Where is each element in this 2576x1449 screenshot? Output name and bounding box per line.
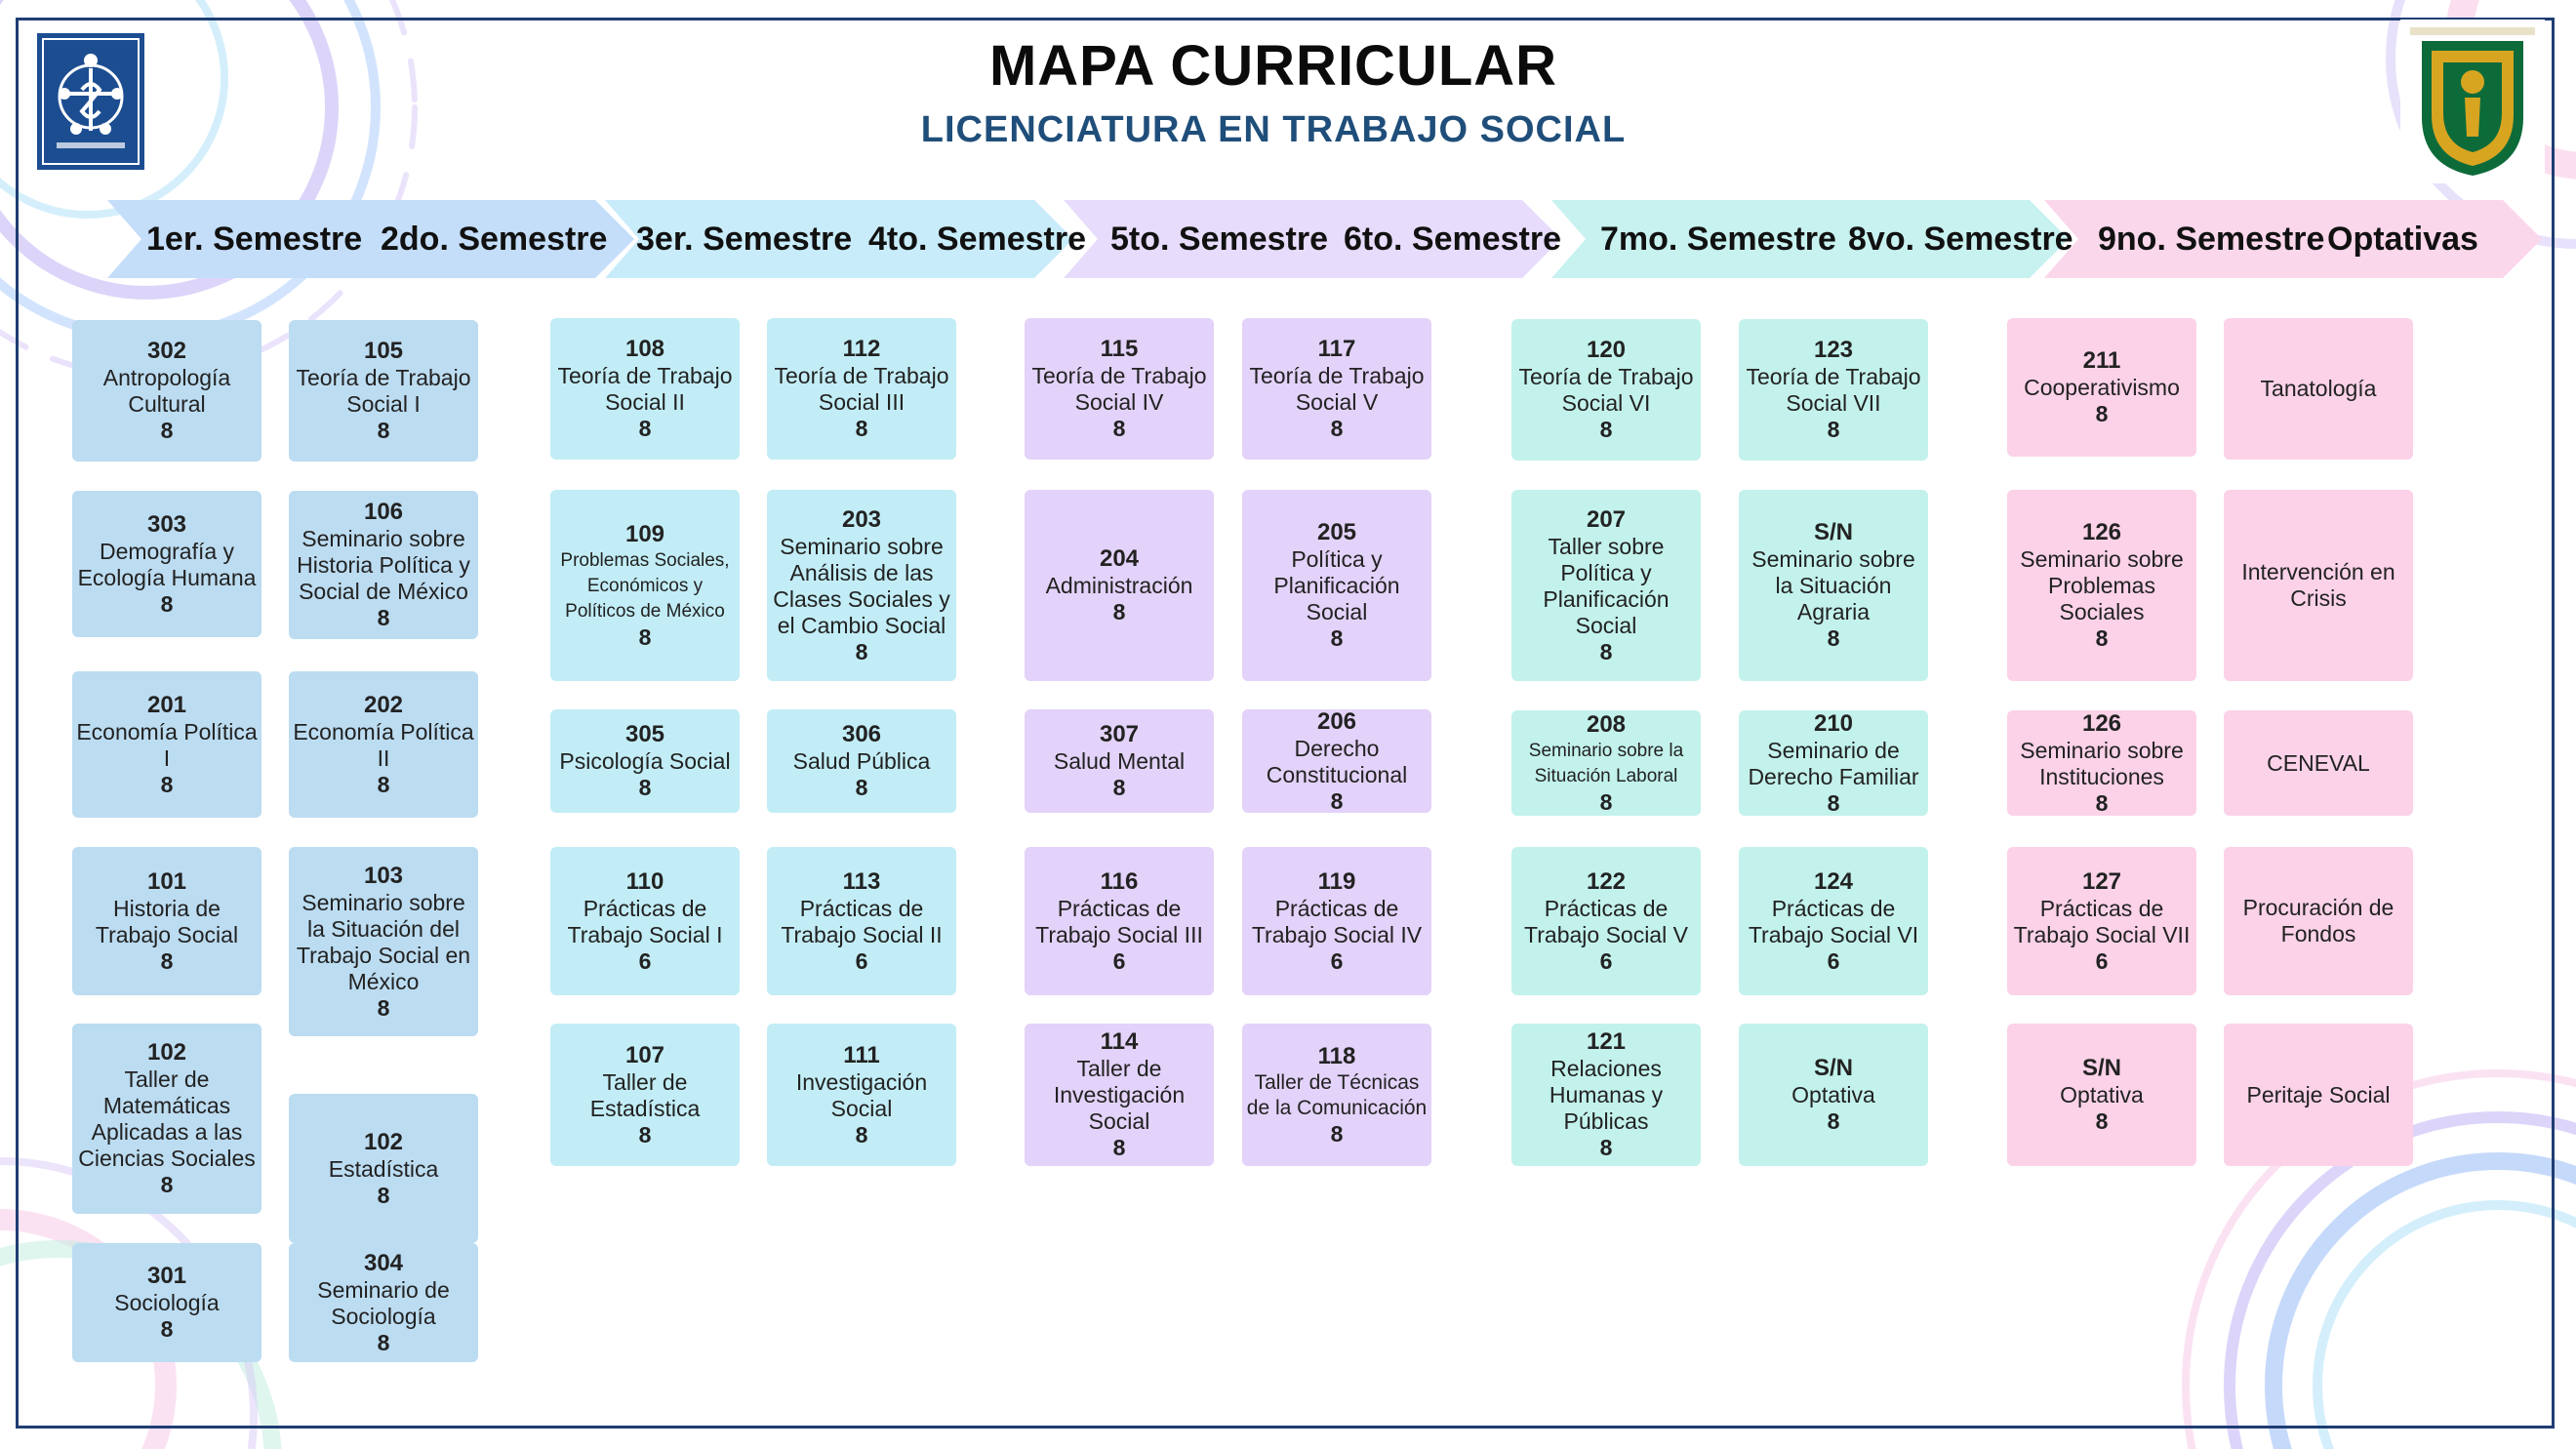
course-code: S/N [1813, 519, 1853, 545]
course-card [72, 491, 262, 637]
semester-header-arrow [1064, 200, 1561, 278]
course-code: 106 [363, 499, 404, 525]
semester-header-arrow [1551, 200, 2073, 278]
course-credits: 8 [1827, 417, 1840, 442]
course-code: 205 [1316, 519, 1357, 545]
course-credits: 8 [1599, 1135, 1613, 1160]
course-card [1242, 490, 1431, 681]
course-card [767, 318, 956, 460]
course-name: Teoría de Trabajo Social I [296, 365, 471, 417]
course-code: 105 [363, 338, 404, 364]
course-credits: 8 [160, 1172, 174, 1197]
course-card [1242, 318, 1431, 460]
course-credits: 8 [855, 1121, 868, 1147]
optativa-card [2224, 1024, 2413, 1166]
course-credits: 8 [1330, 625, 1344, 651]
course-card [550, 490, 740, 681]
course-card [2007, 318, 2196, 457]
course-card [767, 847, 956, 995]
semester-header-arrow [2044, 200, 2542, 278]
course-code: 303 [146, 510, 187, 538]
course-code: 124 [1813, 867, 1854, 895]
course-credits: 8 [2095, 789, 2109, 816]
course-name: Política y Planificación Social [1273, 546, 1400, 624]
semester-label: 3er. Semestre [636, 221, 853, 258]
course-name: Psicología Social [559, 748, 731, 774]
course-card [1739, 847, 1928, 995]
course-name: Economía Política II [293, 718, 474, 771]
course-code: 206 [1316, 707, 1357, 735]
course-credits: 8 [1112, 775, 1126, 800]
course-code: 201 [146, 691, 187, 718]
course-credits: 8 [1112, 1135, 1126, 1160]
course-name: Prácticas de Trabajo Social I [567, 895, 723, 947]
course-credits: 8 [160, 947, 174, 974]
course-credits: 8 [1599, 788, 1613, 815]
course-credits: 6 [855, 947, 868, 974]
course-code: 121 [1586, 1028, 1627, 1055]
course-card [1511, 319, 1701, 461]
course-code: 102 [146, 1039, 187, 1066]
course-name: Prácticas de Trabajo Social V [1524, 895, 1688, 947]
course-name: Seminario sobre Instituciones [2020, 737, 2184, 789]
course-credits: 8 [2095, 1108, 2109, 1134]
course-name: Seminario sobre la Situación del Trabajo Social en México [296, 889, 471, 994]
course-code: 109 [624, 520, 665, 547]
course-credits: 8 [1827, 789, 1840, 816]
course-credits: 6 [2095, 947, 2109, 974]
course-code: 126 [2081, 709, 2122, 737]
course-code: 302 [146, 338, 187, 364]
course-card [1739, 319, 1928, 461]
course-code: 306 [841, 721, 882, 747]
course-card [550, 318, 740, 460]
course-credits: 8 [160, 1316, 174, 1342]
course-name: Seminario sobre Problemas Sociales [2020, 546, 2184, 624]
course-card [72, 1024, 262, 1214]
course-name: Teoría de Trabajo Social III [774, 363, 949, 415]
course-card [289, 1094, 478, 1243]
course-credits: 8 [855, 416, 868, 441]
course-card [767, 709, 956, 813]
course-code: 307 [1099, 721, 1140, 747]
course-credits: 6 [1112, 947, 1126, 974]
course-name: Teoría de Trabajo Social VI [1518, 364, 1694, 416]
course-credits: 8 [160, 590, 174, 617]
course-code: 301 [146, 1263, 187, 1289]
course-credits: 8 [377, 1182, 390, 1208]
course-code: 114 [1100, 1028, 1139, 1055]
course-code: S/N [2081, 1055, 2121, 1081]
course-card [767, 1024, 956, 1166]
course-card [767, 490, 956, 681]
course-code: 116 [1100, 867, 1139, 895]
course-credits: 8 [638, 624, 652, 650]
course-card [1511, 1024, 1701, 1166]
course-card [72, 847, 262, 995]
course-credits: 8 [377, 605, 390, 630]
course-name: Salud Pública [792, 748, 931, 774]
course-credits: 8 [1827, 625, 1840, 651]
course-name: Economía Política I [76, 718, 258, 771]
optativa-card [2224, 318, 2413, 460]
course-code: 203 [841, 505, 882, 533]
semester-label: 5to. Semestre [1110, 221, 1328, 258]
course-credits: 8 [855, 638, 868, 664]
course-credits: 8 [1330, 416, 1344, 441]
optativa-card [2224, 847, 2413, 995]
course-code: 108 [624, 336, 665, 362]
course-code: 202 [363, 691, 404, 718]
semester-header-arrow [107, 200, 634, 278]
course-name: Seminario sobre la Situación Agraria [1751, 546, 1915, 624]
course-card [1739, 490, 1928, 681]
course-code: 211 [2082, 347, 2121, 374]
course-card [550, 709, 740, 813]
course-card [1242, 847, 1431, 995]
course-code: 112 [842, 336, 881, 362]
course-name: Prácticas de Trabajo Social VI [1748, 895, 1919, 947]
course-credits: 8 [1112, 599, 1126, 624]
course-name: Prácticas de Trabajo Social III [1035, 895, 1203, 947]
course-name: Historia de Trabajo Social [95, 895, 239, 947]
course-credits: 8 [1827, 1108, 1840, 1134]
course-credits: 8 [638, 775, 652, 800]
course-name: Demografía y Ecología Humana [77, 538, 257, 590]
semester-label: 7mo. Semestre [1600, 221, 1836, 258]
optativa-card [2224, 710, 2413, 816]
course-code: 304 [363, 1249, 404, 1276]
course-name: Taller de Investigación Social [1053, 1056, 1186, 1134]
semester-label: 9no. Semestre [2098, 221, 2325, 258]
course-name: Relaciones Humanas y Públicas [1549, 1056, 1664, 1134]
course-code: 107 [624, 1041, 665, 1068]
course-name: Teoría de Trabajo Social V [1249, 363, 1425, 415]
course-credits: 8 [638, 1121, 652, 1147]
course-name: Seminario sobre Historia Política y Social de México [297, 526, 470, 604]
course-name: Taller sobre Política y Planificación Social [1543, 533, 1670, 638]
course-name: Investigación Social [795, 1068, 928, 1121]
course-card [2007, 710, 2196, 816]
course-card [1511, 710, 1701, 816]
course-credits: 8 [160, 418, 174, 443]
optativa-card [2224, 490, 2413, 681]
semester-label: 8vo. Semestre [1848, 221, 2073, 258]
course-name: Teoría de Trabajo Social II [557, 363, 733, 415]
course-name: Cooperativismo [2024, 375, 2180, 400]
course-card [289, 671, 478, 818]
course-code: S/N [1813, 1055, 1853, 1081]
course-card [1739, 1024, 1928, 1166]
course-name: Seminario sobre Análisis de las Clases Sociales y el Cambio Social [773, 533, 950, 638]
course-name: Teoría de Trabajo Social IV [1031, 363, 1207, 415]
course-name: Prácticas de Trabajo Social IV [1251, 895, 1423, 947]
course-code: 101 [146, 867, 187, 895]
course-card [289, 1243, 478, 1362]
course-card [72, 1243, 262, 1362]
course-name: Intervención en Crisis [2241, 559, 2395, 611]
course-card [72, 320, 262, 462]
course-code: 103 [363, 862, 404, 889]
course-name: CENEVAL [2267, 749, 2370, 776]
course-code: 207 [1586, 505, 1627, 533]
course-card [289, 491, 478, 639]
course-name: Estadística [328, 1155, 439, 1182]
course-card [1025, 318, 1214, 460]
semester-label: 4to. Semestre [868, 221, 1086, 258]
course-credits: 6 [1330, 947, 1344, 974]
course-card [1739, 710, 1928, 816]
course-code: 208 [1586, 710, 1627, 738]
course-credits: 8 [377, 771, 390, 797]
course-name: Antropología Cultural [102, 365, 231, 417]
course-card [550, 847, 740, 995]
course-credits: 8 [1599, 417, 1613, 442]
course-credits: 8 [1330, 787, 1344, 814]
course-credits: 6 [1599, 947, 1613, 974]
course-credits: 8 [1112, 416, 1126, 441]
course-credits: 8 [2095, 401, 2109, 426]
course-credits: 6 [1827, 947, 1840, 974]
course-card [1025, 1024, 1214, 1166]
course-card [1511, 847, 1701, 995]
course-code: 126 [2081, 519, 2122, 545]
page-title: MAPA CURRICULAR [988, 34, 1558, 98]
course-code: 117 [1317, 336, 1356, 362]
semester-label: 2do. Semestre [381, 221, 608, 258]
course-card [1025, 709, 1214, 813]
course-credits: 8 [160, 771, 174, 797]
course-name: Prácticas de Trabajo Social VII [2013, 895, 2191, 947]
course-name: Sociología [114, 1290, 220, 1315]
semester-label: 1er. Semestre [146, 221, 363, 258]
course-card [1025, 490, 1214, 681]
course-card [550, 1024, 740, 1166]
course-credits: 8 [638, 416, 652, 441]
course-name: Taller de Técnicas de la Comunicación [1246, 1070, 1428, 1119]
course-name: Tanatología [2260, 376, 2377, 401]
course-name: Seminario de Derecho Familiar [1748, 737, 1919, 789]
course-code: 127 [2081, 867, 2122, 895]
course-code: 110 [625, 867, 664, 895]
course-credits: 8 [377, 994, 390, 1021]
course-name: Taller de Matemáticas Aplicadas a las Ciencias Sociales [78, 1067, 256, 1171]
course-card [1511, 490, 1701, 681]
course-name: Optativa [2060, 1082, 2144, 1107]
course-code: 111 [843, 1041, 880, 1068]
course-code: 120 [1586, 337, 1627, 363]
course-code: 122 [1586, 867, 1627, 895]
course-code: 118 [1317, 1042, 1356, 1069]
course-credits: 8 [855, 775, 868, 800]
course-credits: 8 [377, 418, 390, 443]
course-card [1242, 1024, 1431, 1166]
page-subtitle: LICENCIATURA EN TRABAJO SOCIAL [920, 109, 1627, 150]
course-name: Problemas Sociales, Económicos y Políticos de México [560, 549, 730, 622]
course-card [2007, 1024, 2196, 1166]
semester-label: 6to. Semestre [1344, 221, 1561, 258]
course-name: Seminario sobre la Situación Laboral [1528, 740, 1684, 786]
course-name: Administración [1045, 573, 1193, 598]
semester-label: Optativas [2327, 221, 2478, 258]
course-name: Teoría de Trabajo Social VII [1746, 364, 1921, 416]
course-credits: 8 [2095, 625, 2109, 651]
course-code: 123 [1813, 337, 1854, 363]
course-credits: 8 [1599, 638, 1613, 664]
course-code: 113 [842, 867, 881, 895]
course-card [1242, 709, 1431, 813]
course-card [289, 320, 478, 462]
course-code: 210 [1813, 709, 1854, 737]
course-name: Peritaje Social [2246, 1081, 2391, 1107]
course-credits: 8 [1330, 1120, 1344, 1147]
course-name: Optativa [1791, 1082, 1875, 1107]
course-name: Seminario de Sociología [317, 1276, 450, 1329]
course-name: Prácticas de Trabajo Social II [781, 895, 943, 947]
course-credits: 8 [377, 1329, 390, 1355]
course-code: 102 [363, 1128, 404, 1155]
course-card [2007, 847, 2196, 995]
course-card [1025, 847, 1214, 995]
course-name: Derecho Constitucional [1266, 735, 1408, 787]
course-code: 115 [1100, 336, 1139, 362]
course-name: Salud Mental [1053, 748, 1186, 774]
course-name: Taller de Estadística [589, 1068, 701, 1121]
course-credits: 6 [638, 947, 652, 974]
course-card [2007, 490, 2196, 681]
course-code: 119 [1317, 867, 1356, 895]
course-name: Procuración de Fondos [2242, 895, 2395, 946]
course-card [289, 847, 478, 1036]
course-card [72, 671, 262, 818]
course-code: 305 [624, 721, 665, 747]
course-code: 204 [1099, 545, 1140, 572]
semester-header-arrow [605, 200, 1086, 278]
